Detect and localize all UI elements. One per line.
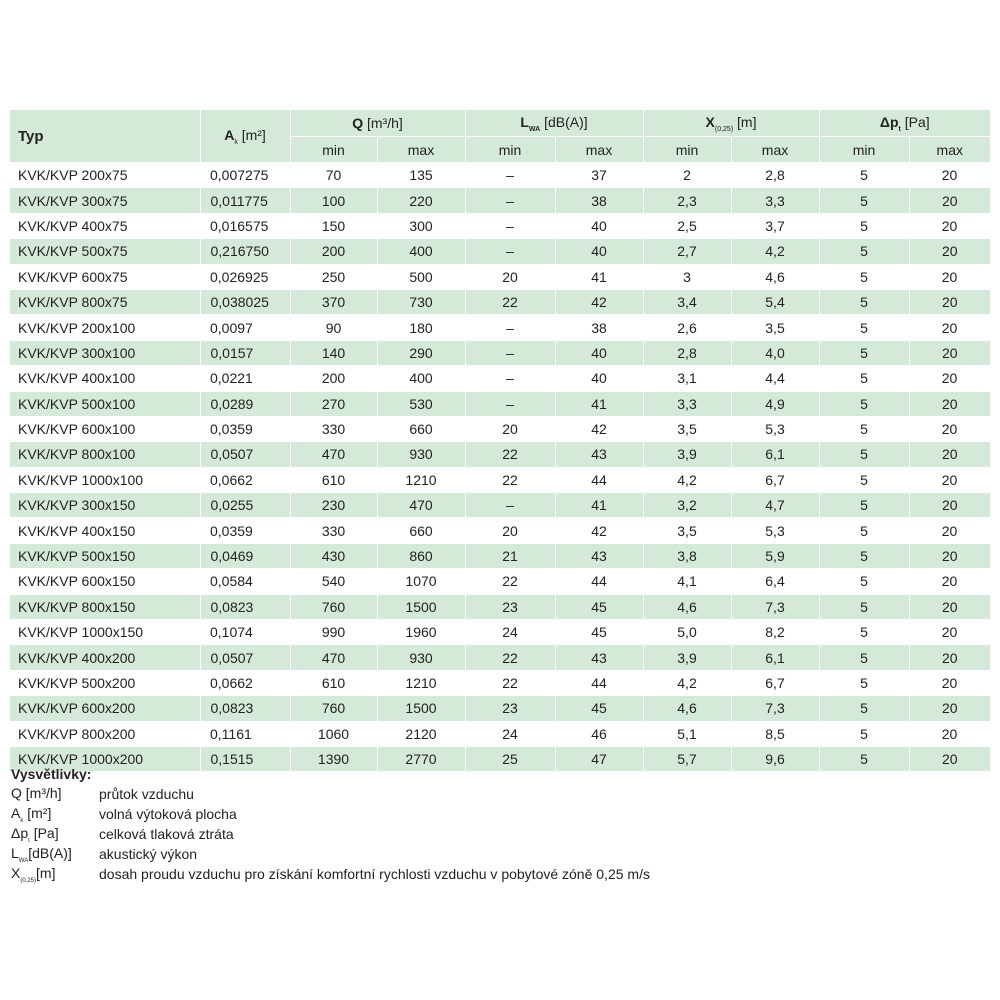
- cell-typ: KVK/KVP 500x100: [10, 391, 200, 416]
- cell-lwa-min: 24: [465, 620, 555, 645]
- cell-dp-min: 5: [819, 645, 909, 670]
- cell-dp-min: 5: [819, 416, 909, 441]
- cell-lwa-min: 22: [465, 467, 555, 492]
- cell-ak: 0,038025: [200, 289, 290, 314]
- cell-x-max: 9,6: [731, 746, 819, 771]
- cell-x-min: 3,5: [643, 518, 731, 543]
- table-row: [10, 467, 990, 492]
- cell-q-min: 470: [290, 645, 377, 670]
- cell-ak: 0,0507: [200, 645, 290, 670]
- cell-ak: 0,0507: [200, 442, 290, 467]
- cell-q-min: 470: [290, 442, 377, 467]
- cell-x-max: 5,3: [731, 518, 819, 543]
- cell-q-min: 140: [290, 340, 377, 365]
- cell-dp-max: 20: [909, 340, 990, 365]
- cell-dp-max: 20: [909, 696, 990, 721]
- cell-typ: KVK/KVP 1000x150: [10, 620, 200, 645]
- cell-lwa-max: 41: [555, 391, 643, 416]
- cell-q-min: 1060: [290, 721, 377, 746]
- cell-q-min: 200: [290, 366, 377, 391]
- cell-ak: 0,216750: [200, 239, 290, 264]
- cell-x-min: 5,1: [643, 721, 731, 746]
- cell-dp-min: 5: [819, 188, 909, 213]
- legend-symbol: $X_{(0,25)}[m]$: [11, 864, 56, 884]
- cell-typ: KVK/KVP 800x150: [10, 594, 200, 619]
- cell-typ: KVK/KVP 800x75: [10, 289, 200, 314]
- cell-dp-min: 5: [819, 264, 909, 289]
- legend-description: dosah proudu vzduchu pro získání komfortní rychlosti vzduchu v pobytové zóně 0,25 m/s: [99, 866, 650, 882]
- cell-lwa-min: –: [465, 493, 555, 518]
- cell-typ: KVK/KVP 1000x200: [10, 746, 200, 771]
- cell-lwa-max: 45: [555, 696, 643, 721]
- cell-typ: KVK/KVP 200x75: [10, 163, 200, 188]
- cell-typ: KVK/KVP 400x75: [10, 213, 200, 238]
- cell-lwa-max: 38: [555, 188, 643, 213]
- cell-x-min: 3,5: [643, 416, 731, 441]
- cell-lwa-max: 40: [555, 239, 643, 264]
- cell-typ: KVK/KVP 300x75: [10, 188, 200, 213]
- legend-item: [11, 864, 911, 884]
- cell-dp-max: 20: [909, 721, 990, 746]
- cell-dp-max: 20: [909, 289, 990, 314]
- cell-dp-max: 20: [909, 493, 990, 518]
- cell-ak: 0,007275: [200, 163, 290, 188]
- cell-x-min: 2,7: [643, 239, 731, 264]
- cell-typ: KVK/KVP 800x200: [10, 721, 200, 746]
- legend: [11, 766, 911, 884]
- cell-dp-min: 5: [819, 696, 909, 721]
- header-lwa: $L_{WA}$ [dB(A)]: [465, 110, 643, 137]
- cell-q-min: 990: [290, 620, 377, 645]
- cell-lwa-min: –: [465, 391, 555, 416]
- table-row: [10, 645, 990, 670]
- cell-typ: KVK/KVP 400x150: [10, 518, 200, 543]
- table-row: [10, 493, 990, 518]
- cell-x-min: 4,2: [643, 670, 731, 695]
- cell-x-max: 6,7: [731, 670, 819, 695]
- cell-x-min: 3,4: [643, 289, 731, 314]
- subheader-q-min: min: [290, 137, 377, 163]
- cell-ak: 0,0662: [200, 670, 290, 695]
- cell-dp-min: 5: [819, 467, 909, 492]
- cell-ak: 0,0359: [200, 518, 290, 543]
- cell-x-max: 3,5: [731, 315, 819, 340]
- cell-dp-max: 20: [909, 188, 990, 213]
- cell-x-min: 3,1: [643, 366, 731, 391]
- cell-dp-max: 20: [909, 467, 990, 492]
- cell-dp-max: 20: [909, 213, 990, 238]
- cell-dp-min: 5: [819, 543, 909, 568]
- cell-ak: 0,011775: [200, 188, 290, 213]
- cell-lwa-min: –: [465, 163, 555, 188]
- subheader-dp-max: max: [909, 137, 990, 163]
- cell-lwa-max: 44: [555, 670, 643, 695]
- cell-dp-min: 5: [819, 620, 909, 645]
- cell-q-max: 930: [377, 442, 465, 467]
- cell-q-min: 540: [290, 569, 377, 594]
- cell-q-max: 930: [377, 645, 465, 670]
- table-row: [10, 366, 990, 391]
- cell-ak: 0,1161: [200, 721, 290, 746]
- cell-x-min: 3: [643, 264, 731, 289]
- cell-lwa-max: 38: [555, 315, 643, 340]
- cell-dp-max: 20: [909, 264, 990, 289]
- legend-item: [11, 784, 911, 804]
- cell-q-max: 220: [377, 188, 465, 213]
- cell-typ: KVK/KVP 300x150: [10, 493, 200, 518]
- table-row: [10, 543, 990, 568]
- cell-lwa-min: 21: [465, 543, 555, 568]
- cell-x-max: 4,2: [731, 239, 819, 264]
- cell-q-max: 500: [377, 264, 465, 289]
- cell-q-min: 330: [290, 416, 377, 441]
- cell-x-min: 3,9: [643, 645, 731, 670]
- legend-items: [11, 784, 911, 884]
- cell-x-max: 8,2: [731, 620, 819, 645]
- cell-x-min: 2,5: [643, 213, 731, 238]
- table-row: [10, 188, 990, 213]
- cell-dp-max: 20: [909, 163, 990, 188]
- cell-typ: KVK/KVP 300x100: [10, 340, 200, 365]
- cell-lwa-min: 24: [465, 721, 555, 746]
- cell-x-max: 4,4: [731, 366, 819, 391]
- cell-lwa-max: 45: [555, 594, 643, 619]
- cell-x-max: 4,6: [731, 264, 819, 289]
- cell-dp-min: 5: [819, 670, 909, 695]
- cell-dp-min: 5: [819, 746, 909, 771]
- cell-ak: 0,026925: [200, 264, 290, 289]
- subheader-lwa-max: max: [555, 137, 643, 163]
- legend-description: volná výtoková plocha: [99, 806, 237, 822]
- legend-title: Vysvětlivky:: [11, 766, 92, 782]
- cell-lwa-min: 20: [465, 416, 555, 441]
- table-row: [10, 518, 990, 543]
- cell-typ: KVK/KVP 400x200: [10, 645, 200, 670]
- cell-typ: KVK/KVP 600x150: [10, 569, 200, 594]
- cell-dp-max: 20: [909, 543, 990, 568]
- cell-lwa-min: 23: [465, 696, 555, 721]
- cell-ak: 0,0662: [200, 467, 290, 492]
- cell-dp-min: 5: [819, 315, 909, 340]
- cell-dp-min: 5: [819, 518, 909, 543]
- cell-lwa-max: 37: [555, 163, 643, 188]
- table-row: [10, 340, 990, 365]
- cell-lwa-max: 41: [555, 493, 643, 518]
- cell-q-max: 2770: [377, 746, 465, 771]
- legend-item: [11, 844, 911, 864]
- cell-q-max: 300: [377, 213, 465, 238]
- table-row: [10, 620, 990, 645]
- cell-x-max: 5,3: [731, 416, 819, 441]
- table-row: [10, 289, 990, 314]
- cell-dp-max: 20: [909, 645, 990, 670]
- table-row: [10, 315, 990, 340]
- cell-x-max: 4,9: [731, 391, 819, 416]
- cell-q-max: 530: [377, 391, 465, 416]
- cell-lwa-max: 44: [555, 569, 643, 594]
- cell-lwa-min: –: [465, 239, 555, 264]
- cell-dp-max: 20: [909, 391, 990, 416]
- performance-table: [10, 110, 990, 772]
- cell-q-min: 150: [290, 213, 377, 238]
- cell-x-min: 2,8: [643, 340, 731, 365]
- cell-lwa-max: 46: [555, 721, 643, 746]
- cell-q-max: 1960: [377, 620, 465, 645]
- legend-symbol: $A_k$ [m²]: [11, 804, 52, 824]
- cell-q-max: 2120: [377, 721, 465, 746]
- table-row: [10, 213, 990, 238]
- cell-q-min: 760: [290, 696, 377, 721]
- legend-item: [11, 824, 911, 844]
- cell-lwa-max: 41: [555, 264, 643, 289]
- cell-dp-min: 5: [819, 721, 909, 746]
- cell-x-max: 3,3: [731, 188, 819, 213]
- cell-x-min: 4,2: [643, 467, 731, 492]
- cell-lwa-max: 42: [555, 416, 643, 441]
- cell-q-max: 135: [377, 163, 465, 188]
- cell-x-min: 4,1: [643, 569, 731, 594]
- legend-description: akustický výkon: [99, 846, 198, 862]
- cell-typ: KVK/KVP 500x150: [10, 543, 200, 568]
- cell-dp-min: 5: [819, 163, 909, 188]
- subheader-dp-min: min: [819, 137, 909, 163]
- cell-dp-min: 5: [819, 289, 909, 314]
- subheader-q-max: max: [377, 137, 465, 163]
- cell-dp-max: 20: [909, 518, 990, 543]
- cell-q-min: 100: [290, 188, 377, 213]
- cell-typ: KVK/KVP 600x200: [10, 696, 200, 721]
- cell-q-max: 1070: [377, 569, 465, 594]
- table-row: [10, 264, 990, 289]
- header-q: Q [m³/h]: [290, 110, 465, 137]
- cell-dp-max: 20: [909, 442, 990, 467]
- cell-lwa-min: –: [465, 340, 555, 365]
- cell-dp-max: 20: [909, 620, 990, 645]
- cell-lwa-max: 43: [555, 543, 643, 568]
- cell-dp-min: 5: [819, 569, 909, 594]
- cell-dp-min: 5: [819, 442, 909, 467]
- cell-x-max: 5,9: [731, 543, 819, 568]
- header-typ: Typ: [10, 110, 200, 163]
- cell-lwa-max: 47: [555, 746, 643, 771]
- cell-q-min: 330: [290, 518, 377, 543]
- cell-ak: 0,0097: [200, 315, 290, 340]
- cell-ak: 0,0359: [200, 416, 290, 441]
- cell-lwa-max: 43: [555, 645, 643, 670]
- cell-q-max: 1500: [377, 594, 465, 619]
- header-ak: $A_k$ [m²]: [200, 110, 290, 163]
- cell-q-min: 70: [290, 163, 377, 188]
- cell-q-max: 730: [377, 289, 465, 314]
- cell-ak: 0,016575: [200, 213, 290, 238]
- cell-q-min: 250: [290, 264, 377, 289]
- cell-dp-max: 20: [909, 746, 990, 771]
- cell-typ: KVK/KVP 600x100: [10, 416, 200, 441]
- cell-x-max: 2,8: [731, 163, 819, 188]
- cell-dp-min: 5: [819, 366, 909, 391]
- cell-dp-min: 5: [819, 213, 909, 238]
- table-row: [10, 239, 990, 264]
- cell-x-min: 2,3: [643, 188, 731, 213]
- table-body: [10, 163, 990, 772]
- cell-dp-max: 20: [909, 416, 990, 441]
- cell-q-max: 400: [377, 366, 465, 391]
- legend-symbol: Q [m³/h]: [11, 784, 62, 801]
- header-dp: $\Delta p_t$ [Pa]: [819, 110, 990, 137]
- cell-q-max: 1210: [377, 670, 465, 695]
- cell-x-max: 3,7: [731, 213, 819, 238]
- cell-q-max: 1500: [377, 696, 465, 721]
- cell-q-min: 230: [290, 493, 377, 518]
- cell-dp-max: 20: [909, 315, 990, 340]
- cell-lwa-min: 25: [465, 746, 555, 771]
- table-row: [10, 721, 990, 746]
- cell-x-min: 3,3: [643, 391, 731, 416]
- cell-lwa-min: 22: [465, 289, 555, 314]
- cell-dp-min: 5: [819, 594, 909, 619]
- cell-lwa-min: 23: [465, 594, 555, 619]
- cell-x-max: 7,3: [731, 594, 819, 619]
- cell-lwa-max: 45: [555, 620, 643, 645]
- cell-x-max: 6,7: [731, 467, 819, 492]
- subheader-lwa-min: min: [465, 137, 555, 163]
- cell-lwa-max: 44: [555, 467, 643, 492]
- legend-description: průtok vzduchu: [99, 786, 194, 802]
- cell-lwa-min: 20: [465, 264, 555, 289]
- table-row: [10, 163, 990, 188]
- cell-dp-min: 5: [819, 239, 909, 264]
- cell-ak: 0,0823: [200, 696, 290, 721]
- cell-q-min: 270: [290, 391, 377, 416]
- legend-item: [11, 804, 911, 824]
- cell-q-max: 470: [377, 493, 465, 518]
- table-header: [10, 110, 990, 163]
- cell-dp-min: 5: [819, 493, 909, 518]
- cell-q-min: 370: [290, 289, 377, 314]
- cell-lwa-max: 40: [555, 340, 643, 365]
- cell-x-min: 3,9: [643, 442, 731, 467]
- cell-x-max: 6,4: [731, 569, 819, 594]
- cell-ak: 0,0289: [200, 391, 290, 416]
- table-row: [10, 391, 990, 416]
- cell-q-min: 1390: [290, 746, 377, 771]
- cell-x-min: 3,8: [643, 543, 731, 568]
- legend-symbol: $\Delta p_t$ [Pa]: [11, 824, 59, 844]
- cell-q-min: 430: [290, 543, 377, 568]
- cell-q-max: 660: [377, 518, 465, 543]
- cell-lwa-min: –: [465, 315, 555, 340]
- cell-x-min: 2: [643, 163, 731, 188]
- subheader-x-max: max: [731, 137, 819, 163]
- legend-symbol: $L_{WA}[dB(A)]$: [11, 844, 72, 864]
- cell-x-min: 4,6: [643, 696, 731, 721]
- cell-ak: 0,0823: [200, 594, 290, 619]
- cell-typ: KVK/KVP 800x100: [10, 442, 200, 467]
- cell-lwa-min: 22: [465, 442, 555, 467]
- cell-lwa-max: 40: [555, 366, 643, 391]
- cell-q-max: 180: [377, 315, 465, 340]
- cell-typ: KVK/KVP 500x75: [10, 239, 200, 264]
- cell-x-min: 3,2: [643, 493, 731, 518]
- cell-x-max: 7,3: [731, 696, 819, 721]
- cell-lwa-min: 22: [465, 569, 555, 594]
- cell-dp-max: 20: [909, 670, 990, 695]
- cell-ak: 0,1074: [200, 620, 290, 645]
- cell-lwa-min: 22: [465, 645, 555, 670]
- cell-q-max: 860: [377, 543, 465, 568]
- cell-ak: 0,0157: [200, 340, 290, 365]
- cell-ak: 0,1515: [200, 746, 290, 771]
- cell-q-min: 610: [290, 670, 377, 695]
- cell-x-max: 4,0: [731, 340, 819, 365]
- cell-x-max: 4,7: [731, 493, 819, 518]
- cell-typ: KVK/KVP 500x200: [10, 670, 200, 695]
- cell-x-max: 6,1: [731, 645, 819, 670]
- cell-dp-max: 20: [909, 594, 990, 619]
- cell-dp-max: 20: [909, 239, 990, 264]
- cell-lwa-min: 22: [465, 670, 555, 695]
- cell-ak: 0,0255: [200, 493, 290, 518]
- cell-q-max: 1210: [377, 467, 465, 492]
- cell-ak: 0,0221: [200, 366, 290, 391]
- cell-x-min: 5,0: [643, 620, 731, 645]
- cell-lwa-max: 43: [555, 442, 643, 467]
- cell-typ: KVK/KVP 200x100: [10, 315, 200, 340]
- cell-x-min: 2,6: [643, 315, 731, 340]
- cell-x-min: 4,6: [643, 594, 731, 619]
- cell-q-min: 90: [290, 315, 377, 340]
- cell-lwa-min: –: [465, 213, 555, 238]
- cell-typ: KVK/KVP 400x100: [10, 366, 200, 391]
- cell-ak: 0,0584: [200, 569, 290, 594]
- legend-description: celková tlaková ztráta: [99, 826, 234, 842]
- table-row: [10, 416, 990, 441]
- cell-ak: 0,0469: [200, 543, 290, 568]
- cell-lwa-min: 20: [465, 518, 555, 543]
- cell-q-max: 290: [377, 340, 465, 365]
- cell-typ: KVK/KVP 600x75: [10, 264, 200, 289]
- cell-x-max: 6,1: [731, 442, 819, 467]
- table-row: [10, 442, 990, 467]
- cell-q-max: 660: [377, 416, 465, 441]
- cell-lwa-min: –: [465, 366, 555, 391]
- cell-x-max: 5,4: [731, 289, 819, 314]
- table-row: [10, 594, 990, 619]
- cell-lwa-max: 40: [555, 213, 643, 238]
- table-row: [10, 670, 990, 695]
- subheader-x-min: min: [643, 137, 731, 163]
- cell-x-max: 8,5: [731, 721, 819, 746]
- cell-typ: KVK/KVP 1000x100: [10, 467, 200, 492]
- table-row: [10, 569, 990, 594]
- cell-lwa-max: 42: [555, 518, 643, 543]
- cell-dp-min: 5: [819, 391, 909, 416]
- cell-q-min: 200: [290, 239, 377, 264]
- cell-dp-max: 20: [909, 569, 990, 594]
- table-row: [10, 696, 990, 721]
- cell-q-max: 400: [377, 239, 465, 264]
- cell-lwa-min: –: [465, 188, 555, 213]
- cell-lwa-max: 42: [555, 289, 643, 314]
- cell-dp-min: 5: [819, 340, 909, 365]
- cell-dp-max: 20: [909, 366, 990, 391]
- cell-q-min: 760: [290, 594, 377, 619]
- cell-x-min: 5,7: [643, 746, 731, 771]
- cell-q-min: 610: [290, 467, 377, 492]
- header-x: $X_{(0,25)}$ [m]: [643, 110, 819, 137]
